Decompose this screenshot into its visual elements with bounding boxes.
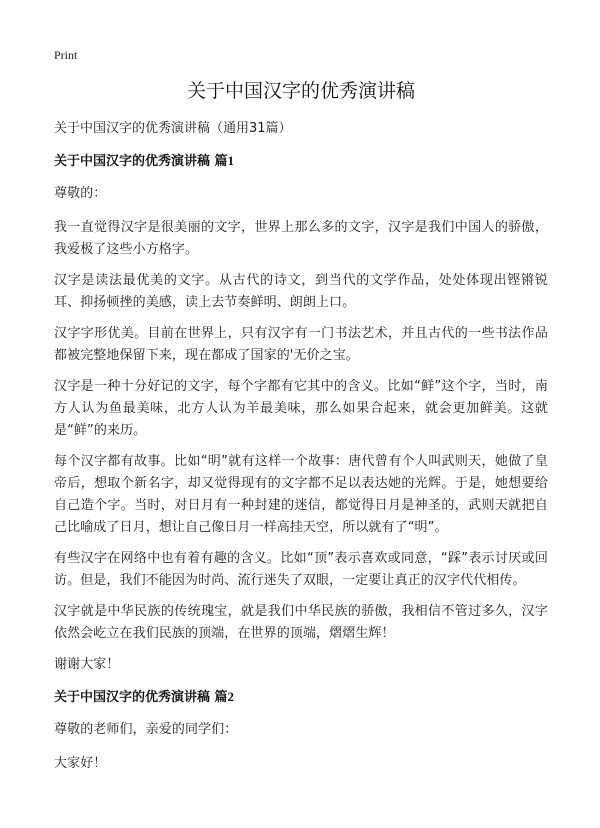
closing-thanks: 谢谢大家！ [54,657,120,672]
section-number: 2 [227,689,235,704]
salutation: 尊敬的： [54,186,107,201]
paragraph: 我一直觉得汉字是很美丽的文字，世界上那么多的文字，汉字是我们中国人的骄傲，我爱极了这些小方格字。 [54,220,548,257]
greeting: 大家好！ [54,756,107,771]
paragraph: 汉字字形优美。目前在世界上，只有汉字有一门书法艺术，并且古代的一些书法作品都被完整地保留下来，现在都成了国家的'无价之宝。 [54,326,548,363]
salutation: 尊敬的老师们，亲爱的同学们： [54,722,238,737]
paragraph: 汉字是读法最优美的文字。从古代的诗文，到当代的文学作品，处处体现出铿锵锐耳、抑扬顿挫的美感，读上去节奏鲜明、朗朗上口。 [54,273,548,310]
section-heading [54,688,548,707]
document-subtitle: 关于中国汉字的优秀演讲稿（通用31篇） [54,121,292,136]
section-number: 1 [227,153,235,168]
section-heading-text: 关于中国汉字的优秀演讲稿 篇 [54,154,228,169]
section-heading-text: 关于中国汉字的优秀演讲稿 篇 [54,690,228,705]
paragraph: 有些汉字在网络中也有着有趣的含义。比如“顶”表示喜欢或同意，“踩”表示讨厌或回访。但是，我们不能因为时尚、流行迷失了双眼，一定要让真正的汉字代代相传。 [54,551,548,588]
speech-section-1 [54,152,548,676]
paragraph: 每个汉字都有故事。比如“明”就有这样一个故事：唐代曾有个人叫武则天，她做了皇帝后，想取个新名字，却又觉得现有的文字都不足以表达她的光辉。于是，她想要给自己造个字。当时，对日月有一种封建的迷信，都觉得日月是神圣的，武则天就把自己比喻成了日月，想让自己像日月一样高挂天空，所以就有了“明”。 [54,454,548,535]
paragraph: 汉字就是中华民族的传统瑰宝，就是我们中华民族的骄傲，我相信不管过多久，汉字依然会屹立在我们民族的顶端，在世界的顶端，熠熠生辉！ [54,604,548,641]
page-title: 关于中国汉字的优秀演讲稿 [186,80,415,102]
paragraph: 汉字是一种十分好记的文字，每个字都有它其中的含义。比如“鲜”这个字，当时，南方人认为鱼最美味，北方人认为羊最美味，那么如果合起来，就会更加鲜美。这就是“鲜”的来历。 [54,379,548,438]
speech-section-2 [54,688,548,775]
print-link[interactable]: Print [54,48,78,62]
section-heading [54,152,548,171]
